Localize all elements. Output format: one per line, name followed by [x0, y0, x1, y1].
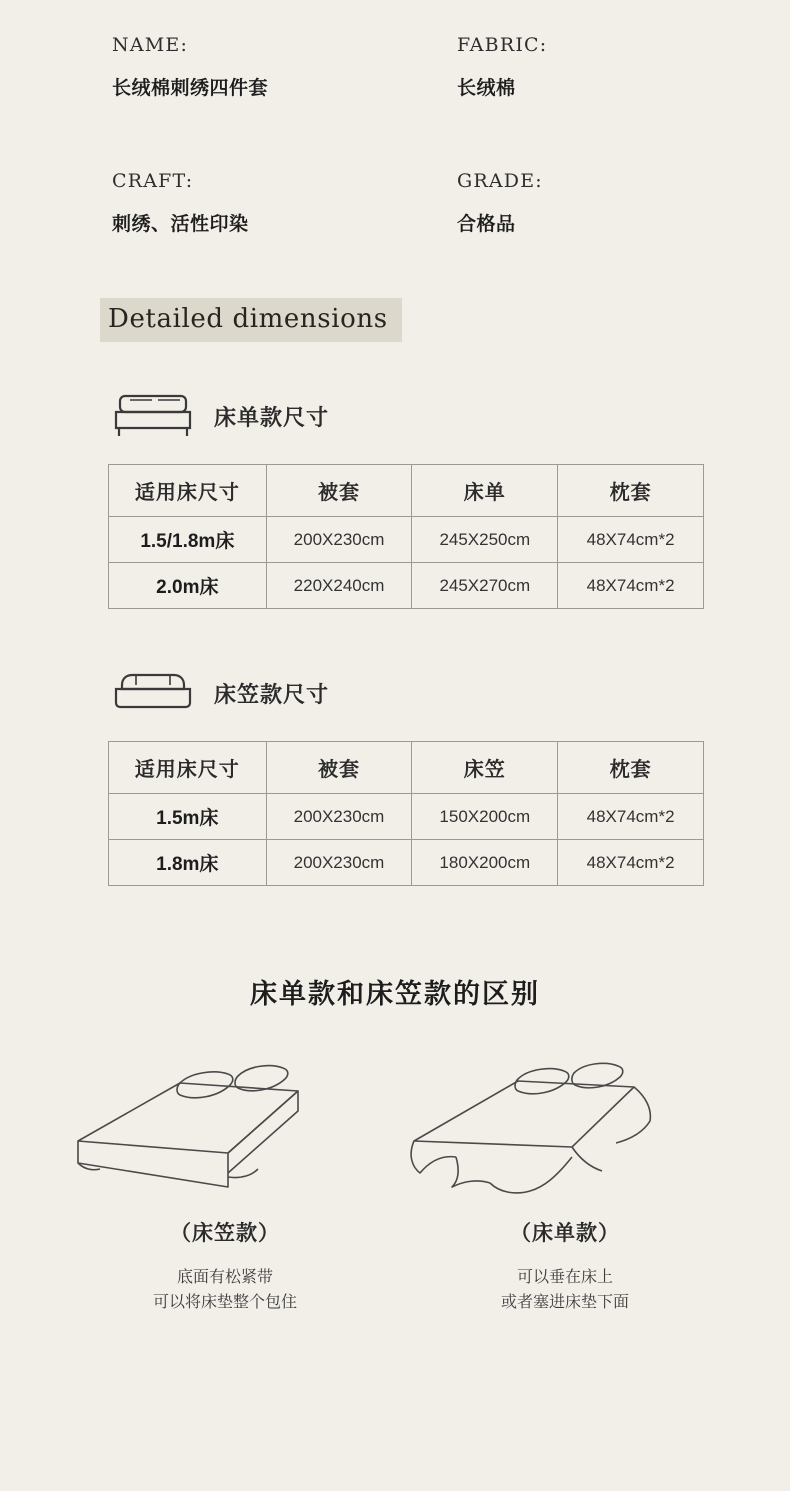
comparison-row [0, 1045, 790, 1315]
spec-row [112, 34, 672, 100]
comparison-title: 床单款和床笠款的区别 [250, 979, 540, 1009]
table-header-cell: 枕套 [558, 742, 704, 794]
flat-sheet-size-table [108, 464, 704, 609]
table-header-cell: 床单 [412, 465, 558, 517]
table-cell: 180X200cm [412, 840, 558, 886]
table-row [109, 840, 704, 886]
table-row [109, 794, 704, 840]
table-cell: 150X200cm [412, 794, 558, 840]
table-header-row [109, 742, 704, 794]
flat-sheet-heading: 床单款尺寸 [214, 404, 330, 430]
table-cell: 48X74cm*2 [558, 517, 704, 563]
table-cell: 2.0m床 [109, 563, 267, 609]
table-header-cell: 被套 [266, 742, 412, 794]
comparison-description-line: 可以将床垫整个包住 [152, 1294, 297, 1311]
fitted-sheet-heading-row [110, 665, 790, 721]
fitted-sheet-illustration [55, 1045, 395, 1195]
spec-item-grade [457, 170, 672, 236]
comparison-description [55, 1265, 395, 1315]
table-cell: 220X240cm [266, 563, 412, 609]
table-row [109, 517, 704, 563]
table-cell: 200X230cm [266, 517, 412, 563]
spec-item-fabric [457, 34, 672, 100]
table-header-cell: 被套 [266, 465, 412, 517]
fitted-sheet-heading: 床笠款尺寸 [214, 681, 330, 707]
comparison-item-flat [395, 1045, 735, 1315]
spec-label: GRADE: [457, 170, 543, 192]
table-header-cell: 适用床尺寸 [109, 465, 267, 517]
table-cell: 245X250cm [412, 517, 558, 563]
table-cell: 1.5m床 [109, 794, 267, 840]
table-header-cell: 适用床尺寸 [109, 742, 267, 794]
table-header-cell: 枕套 [558, 465, 704, 517]
section-banner [100, 298, 790, 342]
comparison-caption: （床笠款） [170, 1222, 280, 1245]
flat-sheet-heading-row [110, 388, 790, 444]
spec-row [112, 170, 672, 236]
bed-flat-icon [110, 388, 196, 444]
table-cell: 48X74cm*2 [558, 794, 704, 840]
table-cell: 48X74cm*2 [558, 840, 704, 886]
spec-label: CRAFT: [112, 170, 194, 192]
table-cell: 200X230cm [266, 794, 412, 840]
spec-value: 长绒棉 [457, 78, 516, 99]
fitted-sheet-size-table [108, 741, 704, 886]
spec-item-name [112, 34, 457, 100]
spec-value: 合格品 [457, 214, 516, 235]
comparison-description-line: 可以垂在床上 [516, 1269, 613, 1286]
spec-item-craft [112, 170, 457, 236]
table-header-cell: 床笠 [412, 742, 558, 794]
table-cell: 200X230cm [266, 840, 412, 886]
comparison-caption: （床单款） [510, 1222, 620, 1245]
comparison-item-fitted [55, 1045, 395, 1315]
comparison-description-line: 或者塞进床垫下面 [500, 1294, 629, 1311]
table-row [109, 563, 704, 609]
banner-highlight [100, 298, 402, 342]
spec-label: NAME: [112, 34, 189, 56]
table-header-row [109, 465, 704, 517]
spec-label: FABRIC: [457, 34, 548, 56]
bed-fitted-icon [110, 665, 196, 721]
table-cell: 48X74cm*2 [558, 563, 704, 609]
spec-value: 长绒棉刺绣四件套 [112, 78, 269, 99]
flat-sheet-illustration [395, 1045, 735, 1195]
table-cell: 1.5/1.8m床 [109, 517, 267, 563]
table-cell: 1.8m床 [109, 840, 267, 886]
table-cell: 245X270cm [412, 563, 558, 609]
comparison-description-line: 底面有松紧带 [176, 1269, 273, 1286]
comparison-description [395, 1265, 735, 1315]
product-spec-block [112, 0, 672, 236]
spec-value: 刺绣、活性印染 [112, 214, 249, 235]
banner-title: Detailed dimensions [108, 304, 388, 334]
